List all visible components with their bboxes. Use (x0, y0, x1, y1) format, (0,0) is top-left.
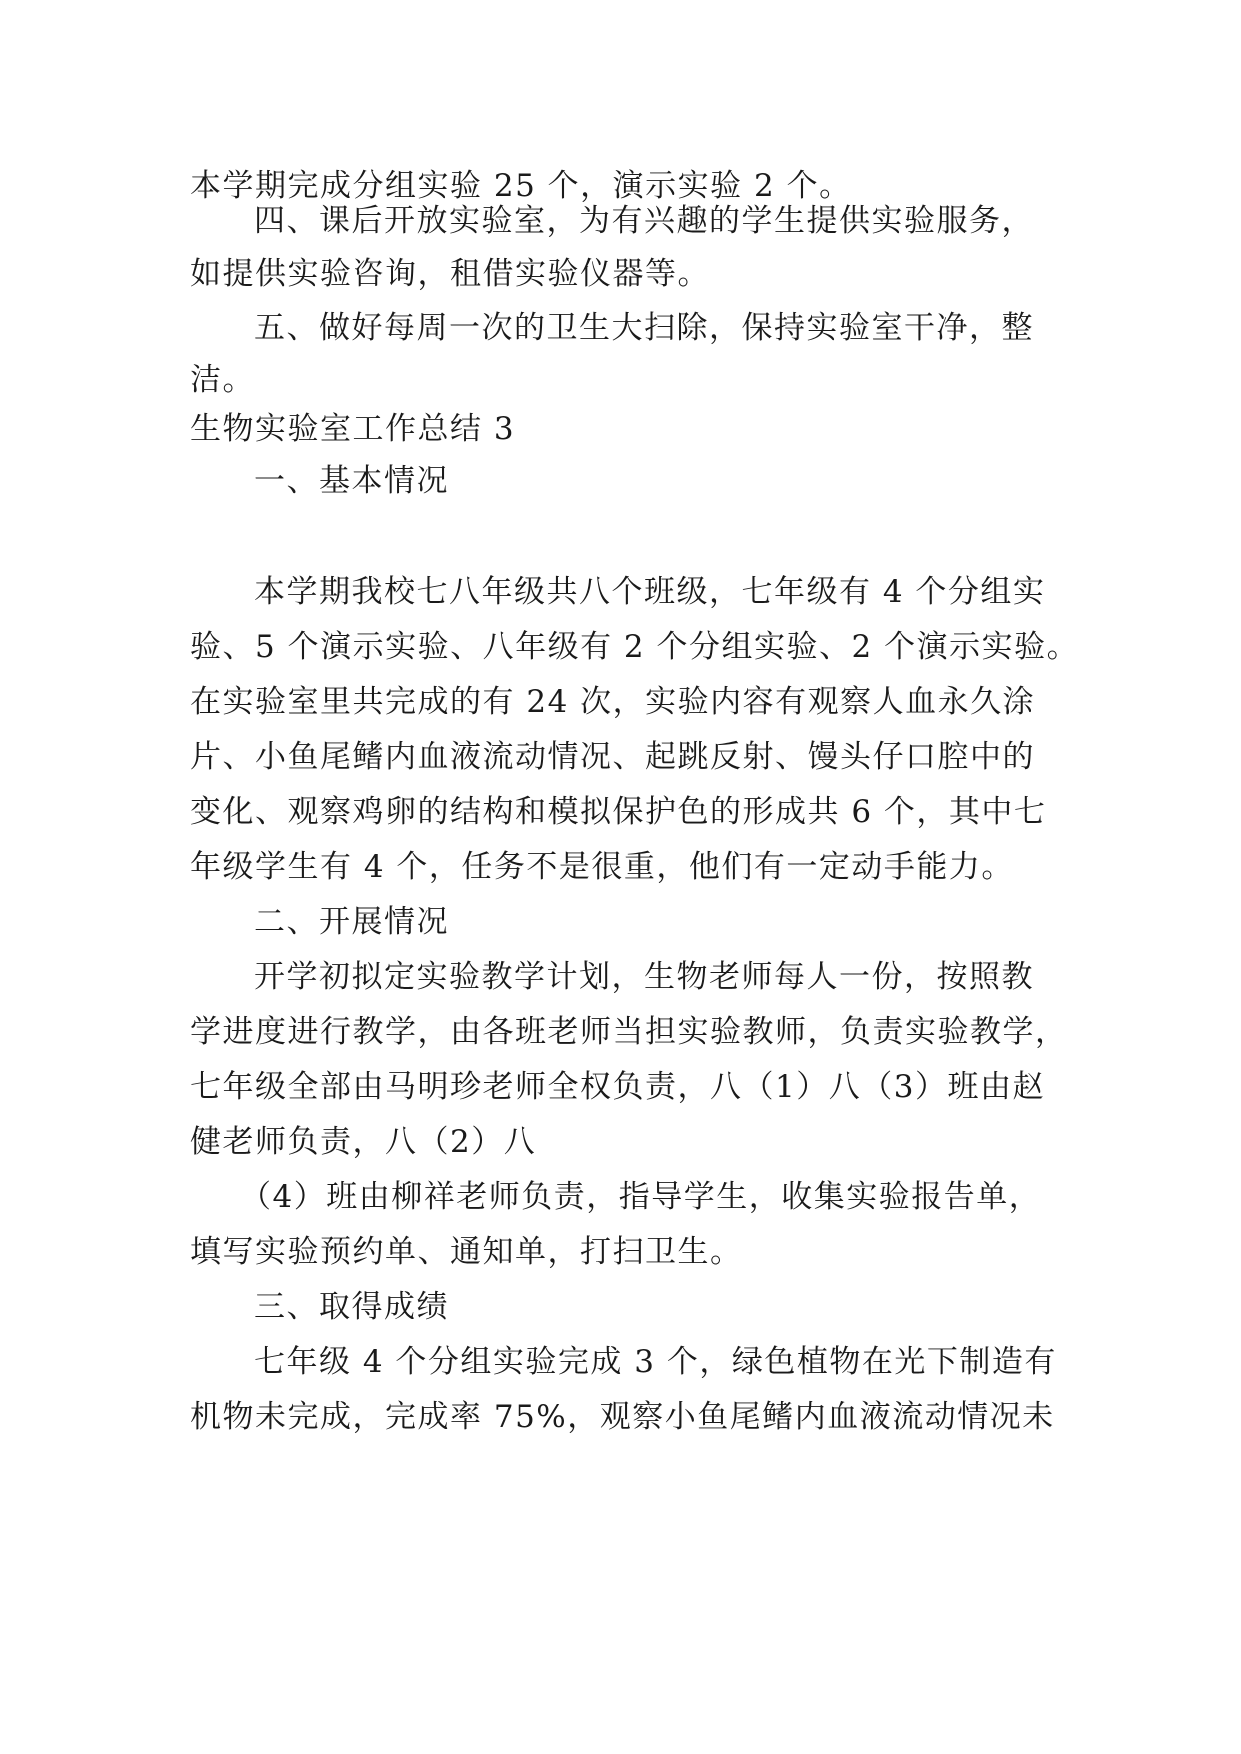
text-line: 验、5 个演示实验、八年级有 2 个分组实验、2 个演示实验。 (190, 629, 1080, 665)
text-line: 机物未完成，完成率 75%，观察小鱼尾鳍内血液流动情况未 (190, 1399, 1055, 1435)
text-line: 七年级 4 个分组实验完成 3 个，绿色植物在光下制造有 (254, 1344, 1057, 1380)
text-line: 洁。 (190, 362, 255, 398)
text-line: 五、做好每周一次的卫生大扫除，保持实验室干净，整 (254, 310, 1034, 346)
text-line: 四、课后开放实验室，为有兴趣的学生提供实验服务， (254, 203, 1034, 239)
section-heading: 三、取得成绩 (254, 1289, 449, 1325)
text-line: 填写实验预约单、通知单，打扫卫生。 (190, 1234, 743, 1270)
section-heading: 二、开展情况 (254, 904, 449, 940)
text-line: 健老师负责，八（2）八 (190, 1124, 537, 1160)
text-line: 在实验室里共完成的有 24 次，实验内容有观察人血永久涂 (190, 684, 1036, 720)
text-line: 七年级全部由马明珍老师全权负责，八（1）八（3）班由赵 (190, 1069, 1045, 1105)
text-line: 变化、观察鸡卵的结构和模拟保护色的形成共 6 个，其中七 (190, 794, 1047, 830)
text-line: 片、小鱼尾鳍内血液流动情况、起跳反射、馒头仔口腔中的 (190, 739, 1035, 775)
text-line: 如提供实验咨询，租借实验仪器等。 (190, 256, 710, 292)
text-line: （4）班由柳祥老师负责，指导学生，收集实验报告单， (240, 1179, 1042, 1215)
text-line: 年级学生有 4 个，任务不是很重，他们有一定动手能力。 (190, 849, 1014, 885)
text-line: 本学期完成分组实验 25 个，演示实验 2 个。 (190, 168, 852, 204)
text-line: 本学期我校七八年级共八个班级，七年级有 4 个分组实 (254, 574, 1046, 610)
section-heading: 一、基本情况 (254, 463, 449, 499)
section-title: 生物实验室工作总结 3 (190, 411, 516, 447)
text-line: 开学初拟定实验教学计划，生物老师每人一份，按照教 (254, 959, 1034, 995)
text-line: 学进度进行教学，由各班老师当担实验教师，负责实验教学， (190, 1014, 1068, 1050)
